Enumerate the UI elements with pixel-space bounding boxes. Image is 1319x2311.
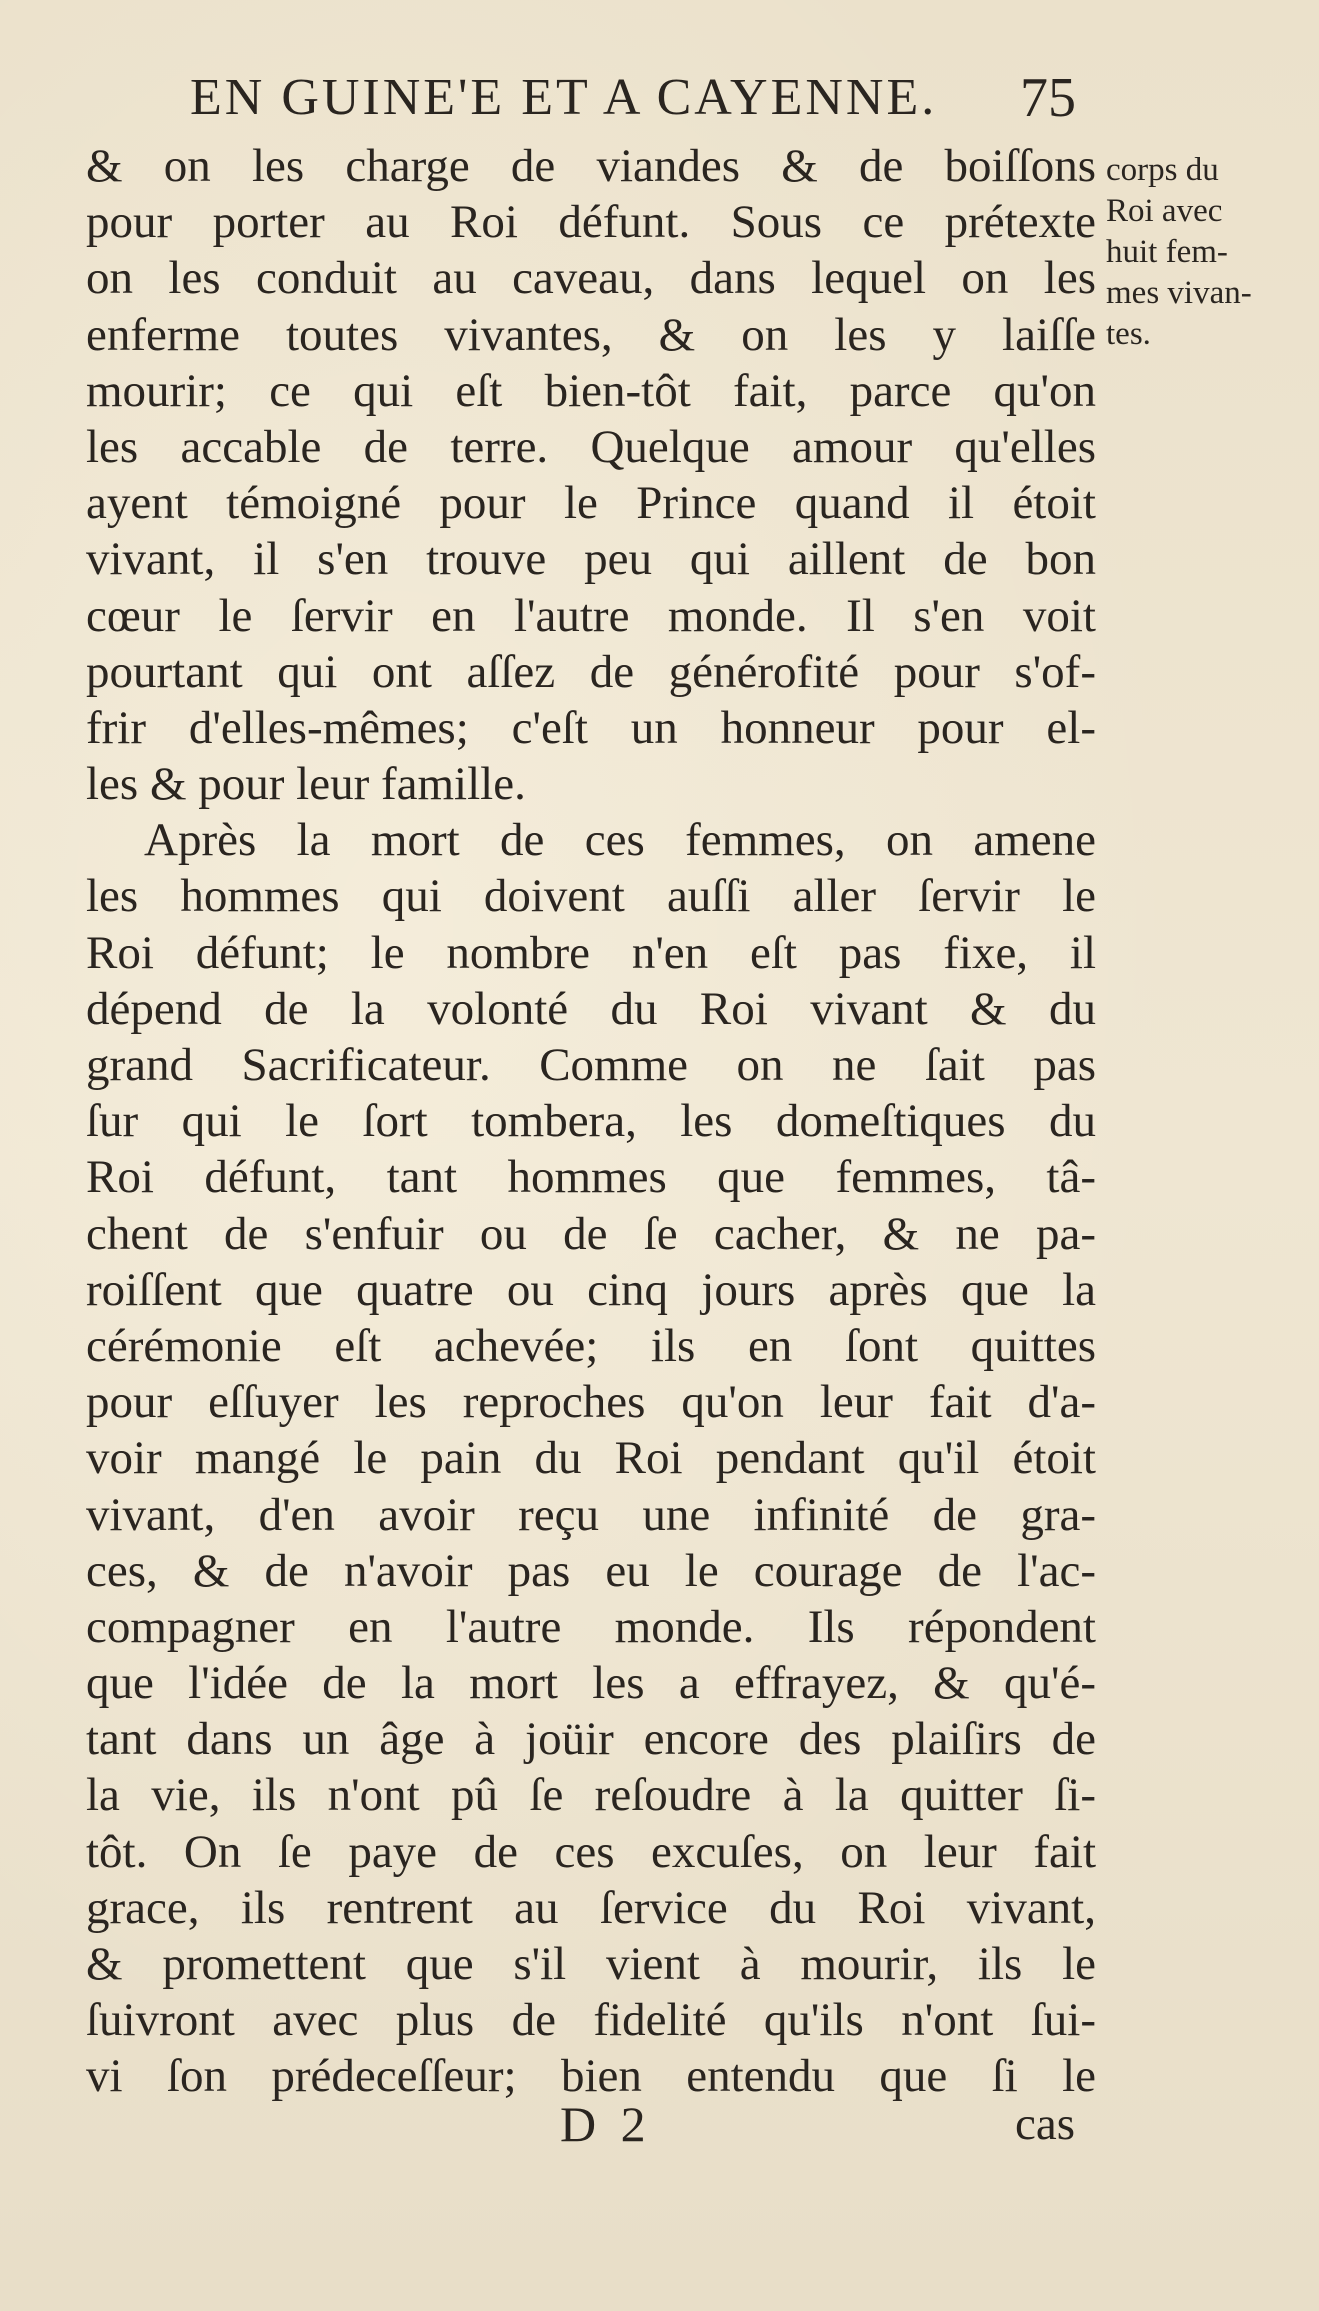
text-line: que l'idée de la mort les a effrayez, & qu'é-	[86, 1657, 1096, 1710]
text-line: cœur le ſervir en l'autre monde. Il s'en voit	[86, 589, 1096, 642]
text-line: mourir; ce qui eſt bien-tôt fait, parce qu'on	[86, 364, 1096, 417]
margin-note-line: huit fem-	[1106, 234, 1228, 270]
text-line: tôt. On ſe paye de ces excuſes, on leur fait	[86, 1825, 1096, 1878]
text-line: dépend de la volonté du Roi vivant & du	[86, 982, 1096, 1035]
text-line: & promettent que s'il vient à mourir, ils le	[86, 1938, 1096, 1990]
text-line: Roi défunt, tant hommes que femmes, tâ-	[86, 1151, 1096, 1204]
text-line: la vie, ils n'ont pû ſe reſoudre à la quitter ſi-	[86, 1769, 1096, 1822]
text-line: pourtant qui ont aſſez de générofité pour s'of-	[86, 645, 1096, 698]
text-line: enferme toutes vivantes, & on les y laiſſe	[86, 308, 1096, 361]
margin-note-line: Roi avec	[1106, 193, 1223, 229]
margin-note-line: tes.	[1106, 316, 1151, 352]
margin-note-line: corps du	[1106, 152, 1219, 188]
text-line: vi ſon prédeceſſeur; bien entendu que ſi le	[86, 2050, 1096, 2103]
text-line: ſur qui le ſort tombera, les domeſtiques du	[86, 1095, 1096, 1148]
text-line: chent de s'enfuir ou de ſe cacher, & ne pa-	[86, 1207, 1096, 1260]
text-line: vivant, il s'en trouve peu qui aillent de bon	[86, 533, 1096, 586]
text-line: ayent témoigné pour le Prince quand il étoit	[86, 477, 1096, 530]
running-head: EN GUINE'E ET A CAYENNE.	[190, 69, 938, 126]
text-line: grand Sacrificateur. Comme on ne ſait pas	[86, 1039, 1096, 1091]
text-line: vivant, d'en avoir reçu une infinité de gra-	[86, 1488, 1096, 1541]
text-line: pour porter au Roi défunt. Sous ce prétexte	[86, 196, 1096, 249]
text-line: voir mangé le pain du Roi pendant qu'il étoit	[86, 1432, 1096, 1485]
text-line: cérémonie eſt achevée; ils en ſont quittes	[86, 1319, 1096, 1372]
text-line: ces, & de n'avoir pas eu le courage de l'ac-	[86, 1544, 1096, 1597]
signature-mark: D 2	[560, 2096, 652, 2152]
text-line: grace, ils rentrent au ſervice du Roi vivant,	[86, 1881, 1096, 1934]
catchword: cas	[1015, 2098, 1076, 2150]
text-line: ſuivront avec plus de fidelité qu'ils n'ont ſui-	[86, 1994, 1096, 2047]
page-footer	[0, 2094, 1319, 2154]
page-number: 75	[1020, 67, 1076, 129]
margin-note-line: mes vivan-	[1106, 275, 1252, 311]
text-line: compagner en l'autre monde. Ils répondent	[86, 1600, 1096, 1653]
text-line: frir d'elles-mêmes; c'eſt un honneur pour el-	[86, 701, 1096, 754]
text-line: les hommes qui doivent auſſi aller ſervir le	[86, 870, 1096, 923]
margin-note	[1106, 150, 1306, 355]
body-text	[86, 138, 1096, 2105]
text-line: roiſſent que quatre ou cinq jours après que la	[86, 1263, 1096, 1316]
text-line: les & pour leur famille.	[86, 758, 526, 811]
text-line: les accable de terre. Quelque amour qu'elles	[86, 420, 1096, 473]
text-line: on les conduit au caveau, dans lequel on les	[86, 252, 1096, 305]
text-line: Roi défunt; le nombre n'en eſt pas fixe, il	[86, 926, 1096, 979]
text-line: pour eſſuyer les reproches qu'on leur fait d'a-	[86, 1376, 1096, 1429]
text-line: tant dans un âge à joüir encore des plaiſirs de	[86, 1713, 1096, 1766]
text-line: Après la mort de ces femmes, on amene	[144, 814, 1096, 867]
text-line: & on les charge de viandes & de boiſſons	[86, 140, 1096, 192]
